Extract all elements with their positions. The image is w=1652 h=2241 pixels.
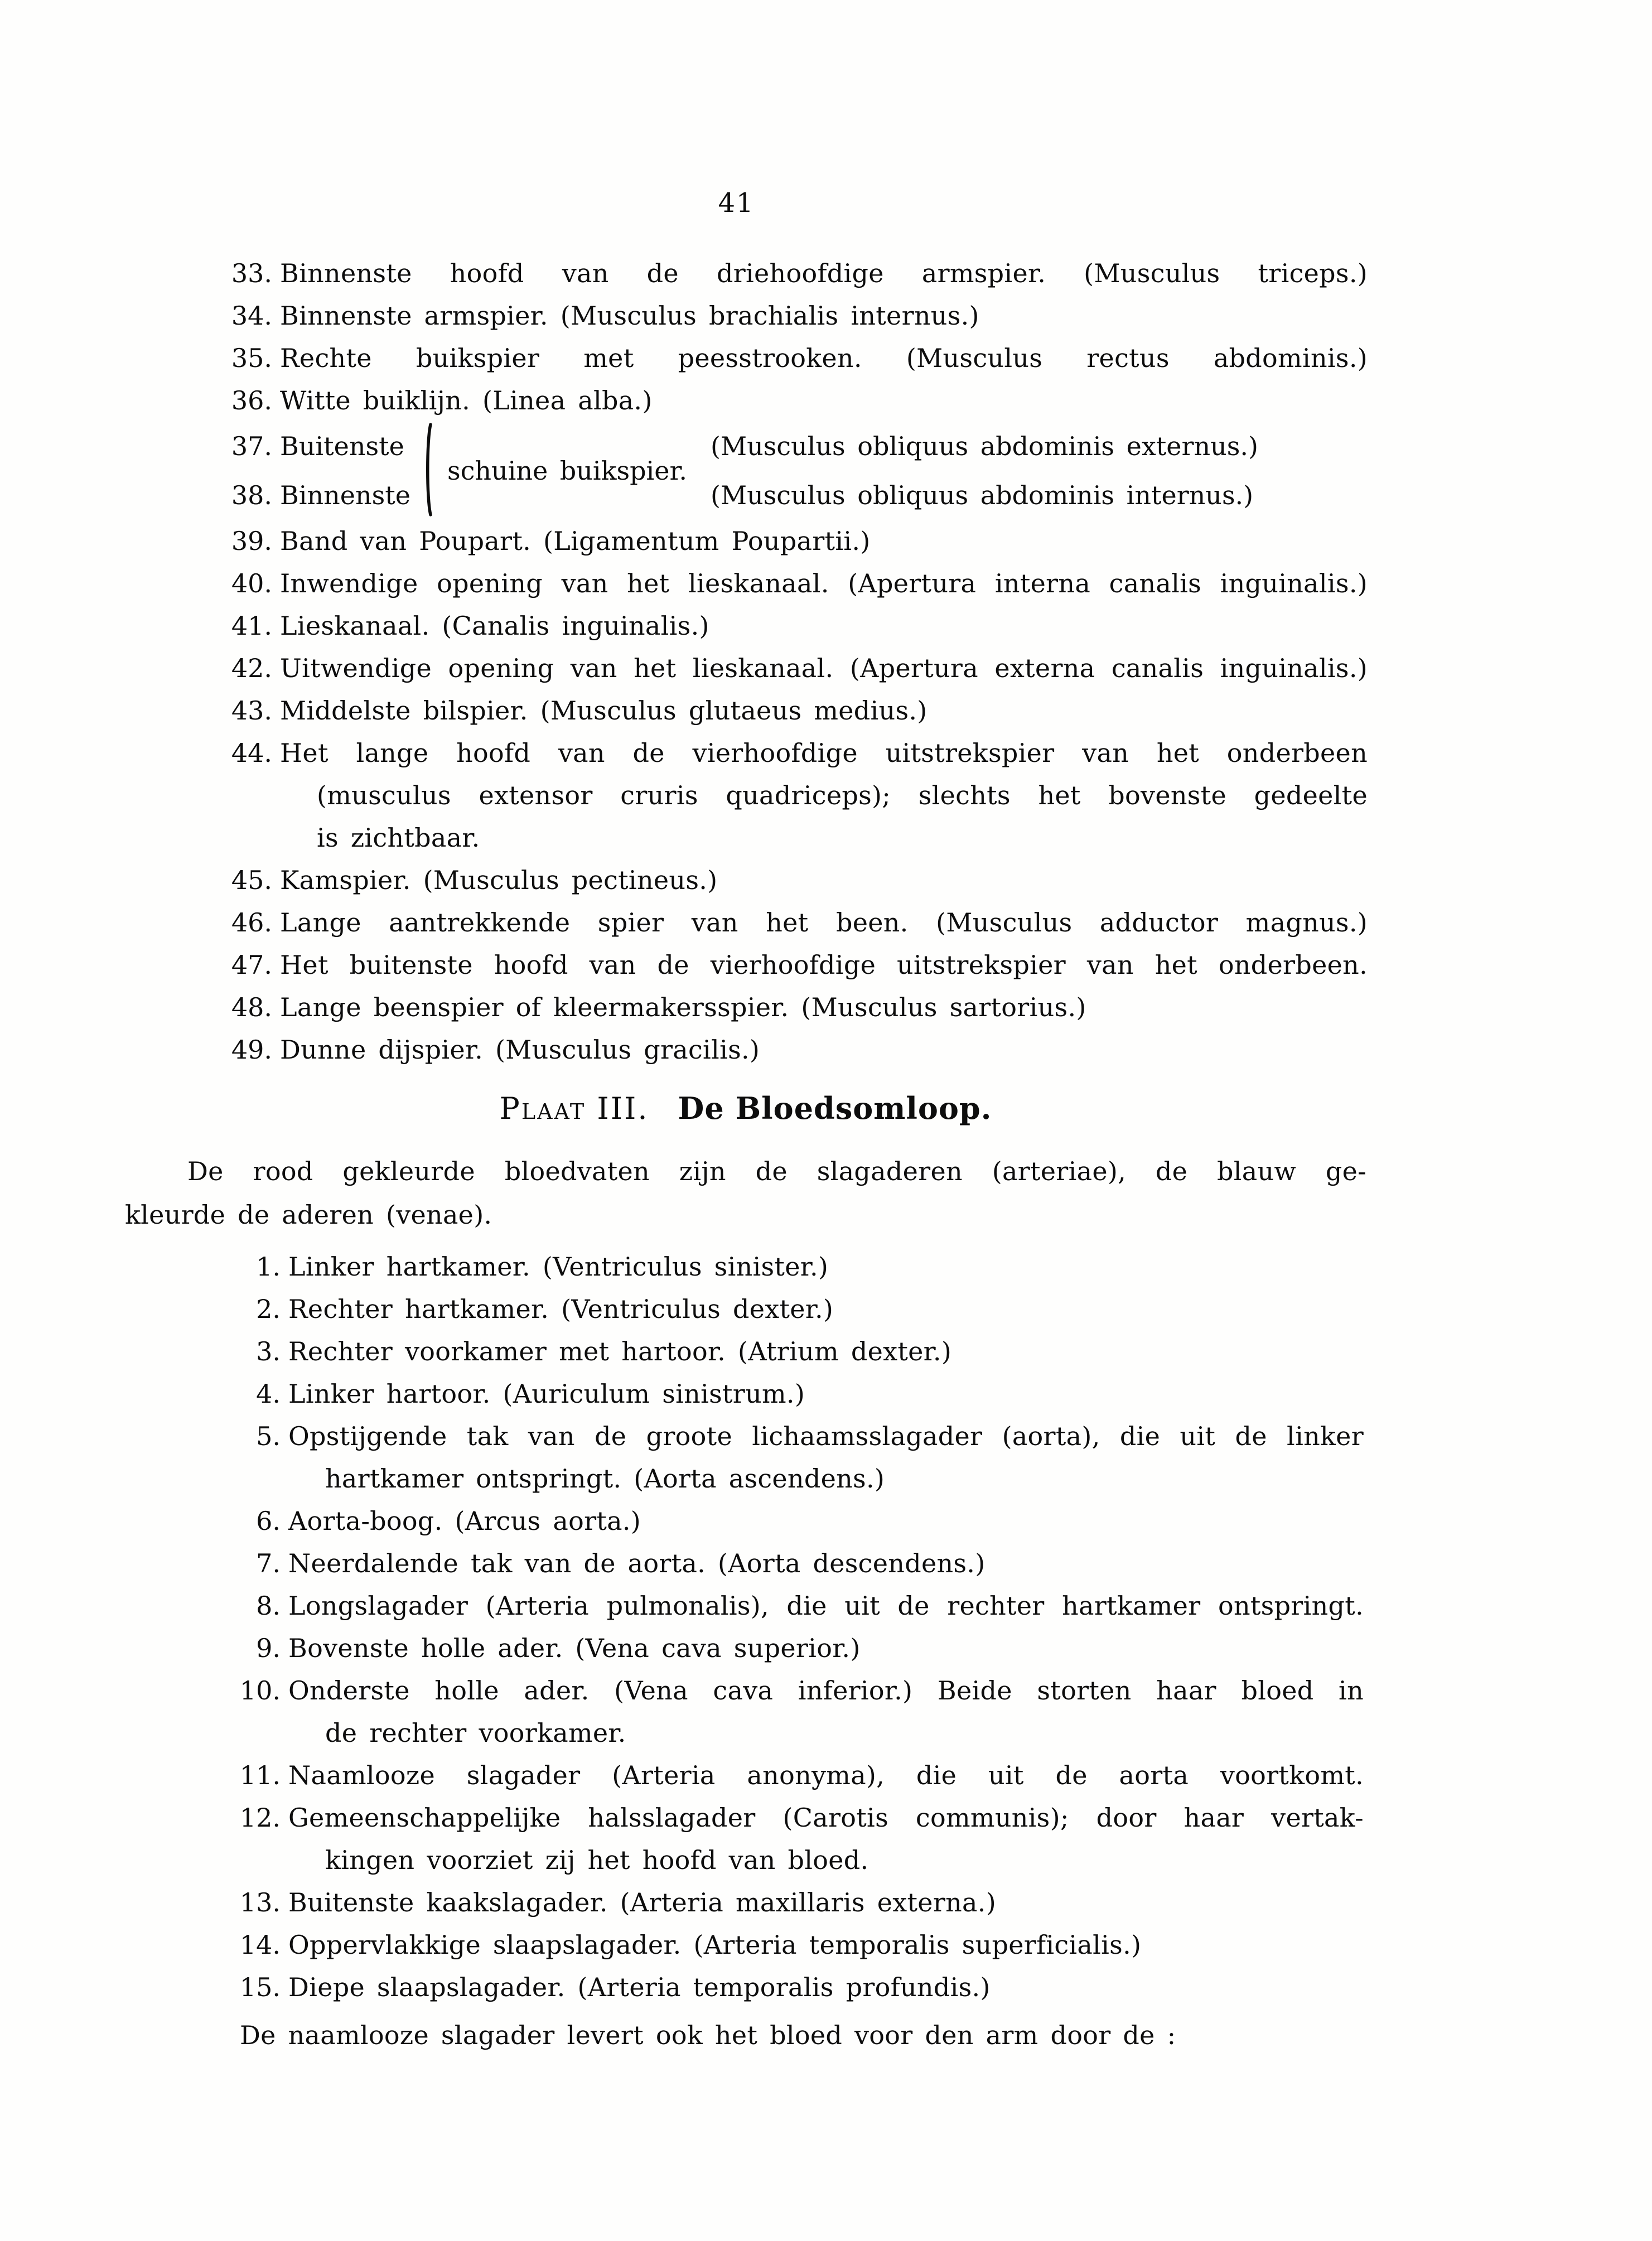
text-line: Lange aantrekkende spier van het been. (Musculus adductor magnus.) (280, 907, 1368, 938)
item-text-line: Binnenste (280, 480, 410, 510)
text-line: kingen voorziet zij het hoofd van bloed. (325, 1845, 869, 1875)
item-number: 41. (231, 611, 272, 641)
item-number: 14. (239, 1930, 281, 1960)
list-item (231, 1796, 1652, 1881)
text-line: kleurde de aderen (venae). (125, 1200, 492, 1230)
item-number: 47. (231, 950, 272, 980)
text-line: Inwendige opening van het lieskanaal. (Apertura interna canalis inguinalis.) (280, 568, 1368, 598)
item-number: 40. (231, 568, 272, 598)
list-item (216, 337, 1652, 379)
item-number: 49. (231, 1035, 272, 1065)
pair-brace-icon (424, 423, 433, 519)
text-line: Rechte buikspier met peesstrooken. (Musculus rectus abdominis.) (280, 343, 1368, 373)
item-text (280, 986, 1368, 1028)
text-line: Rechter hartkamer. (Ventriculus dexter.) (288, 1294, 834, 1324)
section-title: De Bloedsomloop. (678, 1090, 992, 1126)
item-text (288, 1288, 1364, 1330)
text-line: Middelste bilspier. (Musculus glutaeus medius.) (280, 696, 928, 726)
item-text (288, 1373, 1364, 1415)
item-number: 4. (256, 1379, 281, 1409)
list-item (216, 562, 1652, 605)
item-text (280, 1028, 1368, 1071)
intro-paragraph (125, 1150, 1366, 1237)
text-line: de rechter voorkamer. (325, 1718, 626, 1748)
list-item (216, 647, 1652, 689)
item-text (280, 605, 1368, 647)
item-text (280, 944, 1368, 986)
item-text (280, 732, 1368, 859)
text-line: Het buitenste hoofd van de vierhoofdige uitstrekspier van het onderbeen. (280, 950, 1368, 980)
item-text (280, 647, 1368, 689)
list-item (216, 379, 1652, 422)
item-latin-name: (Musculus obliquus abdominis internus.) (711, 480, 1254, 510)
item-number: 11. (239, 1760, 281, 1790)
text-line: Neerdalende tak van de aorta. (Aorta descendens.) (288, 1548, 986, 1578)
text-line: Aorta-boog. (Arcus aorta.) (288, 1506, 641, 1536)
item-number: 38. (231, 480, 272, 510)
item-number: 3. (256, 1336, 281, 1366)
item-text (280, 294, 1368, 337)
item-text (288, 1330, 1364, 1373)
text-line: Uitwendige opening van het lieskanaal. (Apertura externa canalis inguinalis.) (280, 653, 1368, 683)
item-text (288, 1245, 1364, 1288)
text-line: Opstijgende tak van de groote lichaamsslagader (aorta), die uit de linker (288, 1421, 1364, 1451)
text-line: Binnenste hoofd van de driehoofdige armspier. (Musculus triceps.) (280, 258, 1368, 288)
closing-line: De naamlooze slagader levert ook het bloed voor den arm door de : (240, 2020, 1176, 2050)
item-number: 8. (256, 1591, 281, 1621)
item-number: 35. (231, 343, 272, 373)
pair-latin-names (711, 422, 1258, 520)
text-line: Gemeenschappelijke halsslagader (Carotis communis); door haar vertak- (288, 1803, 1364, 1833)
list-item (231, 1330, 1652, 1373)
list-item (231, 1924, 1652, 1966)
item-number: 9. (256, 1633, 281, 1663)
item-text (288, 1796, 1364, 1881)
item-text (280, 562, 1368, 605)
text-line: Binnenste armspier. (Musculus brachialis internus.) (280, 301, 979, 331)
item-number: 37. (231, 431, 272, 461)
pair-labels (280, 422, 424, 520)
item-number: 10. (239, 1675, 281, 1706)
list-item (231, 1966, 1652, 2008)
list-item (231, 1881, 1652, 1924)
item-number: 44. (231, 738, 272, 768)
list-item (216, 689, 1652, 732)
text-line: Linker hartoor. (Auriculum sinistrum.) (288, 1379, 805, 1409)
list-item (231, 1373, 1652, 1415)
item-text (280, 859, 1368, 901)
list-item (231, 1669, 1652, 1754)
item-text (280, 252, 1368, 294)
item-text (288, 1754, 1364, 1796)
text-line: Onderste holle ader. (Vena cava inferior.) Beide storten haar bloed in (288, 1675, 1364, 1706)
circulation-list (231, 1245, 1652, 2008)
item-text (288, 1585, 1364, 1627)
list-item (216, 859, 1652, 901)
item-text (288, 1627, 1364, 1669)
text-line: Buitenste kaakslagader. (Arteria maxillaris externa.) (288, 1887, 996, 1918)
item-text-line: Buitenste (280, 431, 404, 461)
item-text (280, 901, 1368, 944)
item-number: 15. (239, 1972, 281, 2002)
item-number: 13. (239, 1887, 281, 1918)
list-item (216, 252, 1652, 294)
list-item (216, 986, 1652, 1028)
item-number: 42. (231, 653, 272, 683)
list-item (231, 1627, 1652, 1669)
text-line: Band van Poupart. (Ligamentum Poupartii.) (280, 526, 871, 556)
list-item (231, 1585, 1652, 1627)
item-latin-name: (Musculus obliquus abdominis externus.) (711, 431, 1258, 461)
text-line: Bovenste holle ader. (Vena cava superior.) (288, 1633, 861, 1663)
plate-label: Plaat III. (499, 1091, 649, 1126)
list-item (216, 944, 1652, 986)
item-number: 6. (256, 1506, 281, 1536)
item-number: 39. (231, 526, 272, 556)
list-item (216, 605, 1652, 647)
list-item (231, 1288, 1652, 1330)
list-item (216, 294, 1652, 337)
item-number: 43. (231, 696, 272, 726)
list-item (216, 1028, 1652, 1071)
list-item (216, 732, 1652, 859)
text-line: Het lange hoofd van de vierhoofdige uitstrekspier van het onderbeen (280, 738, 1368, 768)
item-number: 36. (231, 385, 272, 416)
item-number: 33. (231, 258, 272, 288)
text-line: Longslagader (Arteria pulmonalis), die uit de rechter hartkamer ontspringt. (288, 1591, 1364, 1621)
item-number: 12. (239, 1803, 281, 1833)
list-item (231, 1245, 1652, 1288)
item-text (280, 520, 1368, 562)
item-text (288, 1966, 1364, 2008)
item-text (288, 1415, 1364, 1500)
section-heading (125, 1085, 1366, 1132)
item-number: 34. (231, 301, 272, 331)
text-line: Witte buiklijn. (Linea alba.) (280, 385, 653, 416)
list-item (231, 1542, 1652, 1585)
text-line: Kamspier. (Musculus pectineus.) (280, 865, 718, 895)
list-item-pair (216, 422, 1652, 520)
list-item (231, 1754, 1652, 1796)
text-line: De rood gekleurde bloedvaten zijn de slagaderen (arteriae), de blauw ge- (187, 1156, 1366, 1186)
text-line: Oppervlakkige slaapslagader. (Arteria temporalis superficialis.) (288, 1930, 1142, 1960)
muscle-list (216, 252, 1652, 1071)
list-item (216, 901, 1652, 944)
text-line: (musculus extensor cruris quadriceps); slechts het bovenste gedeelte (317, 780, 1368, 810)
text-line: Diepe slaapslagader. (Arteria temporalis profundis.) (288, 1972, 991, 2002)
item-text (288, 1500, 1364, 1542)
list-item (231, 1415, 1652, 1500)
item-text (288, 1542, 1364, 1585)
item-number: 5. (256, 1421, 281, 1451)
item-number: 1. (256, 1252, 281, 1282)
item-number: 7. (256, 1548, 281, 1578)
item-text (280, 379, 1368, 422)
list-item (216, 520, 1652, 562)
text-line: hartkamer ontspringt. (Aorta ascendens.) (325, 1464, 885, 1494)
item-text (280, 689, 1368, 732)
page-content (0, 252, 1652, 2056)
list-item (231, 1500, 1652, 1542)
page-number: 41 (718, 187, 755, 219)
text-line: Linker hartkamer. (Ventriculus sinister.) (288, 1252, 829, 1282)
item-text (288, 1669, 1364, 1754)
pair-shared-label: schuine buikspier. (447, 456, 688, 486)
item-text (288, 1924, 1364, 1966)
item-number: 2. (256, 1294, 281, 1324)
item-number: 48. (231, 992, 272, 1022)
text-line: Rechter voorkamer met hartoor. (Atrium dexter.) (288, 1336, 952, 1366)
item-text (280, 337, 1368, 379)
text-line: is zichtbaar. (317, 823, 480, 853)
text-line: Lange beenspier of kleermakersspier. (Musculus sartorius.) (280, 992, 1086, 1022)
item-number: 46. (231, 907, 272, 938)
item-number: 45. (231, 865, 272, 895)
text-line: Naamlooze slagader (Arteria anonyma), die uit de aorta voortkomt. (288, 1760, 1364, 1790)
text-line: Dunne dijspier. (Musculus gracilis.) (280, 1035, 760, 1065)
text-line: Lieskanaal. (Canalis inguinalis.) (280, 611, 709, 641)
pair-numbers (216, 422, 272, 520)
item-text (288, 1881, 1364, 1924)
